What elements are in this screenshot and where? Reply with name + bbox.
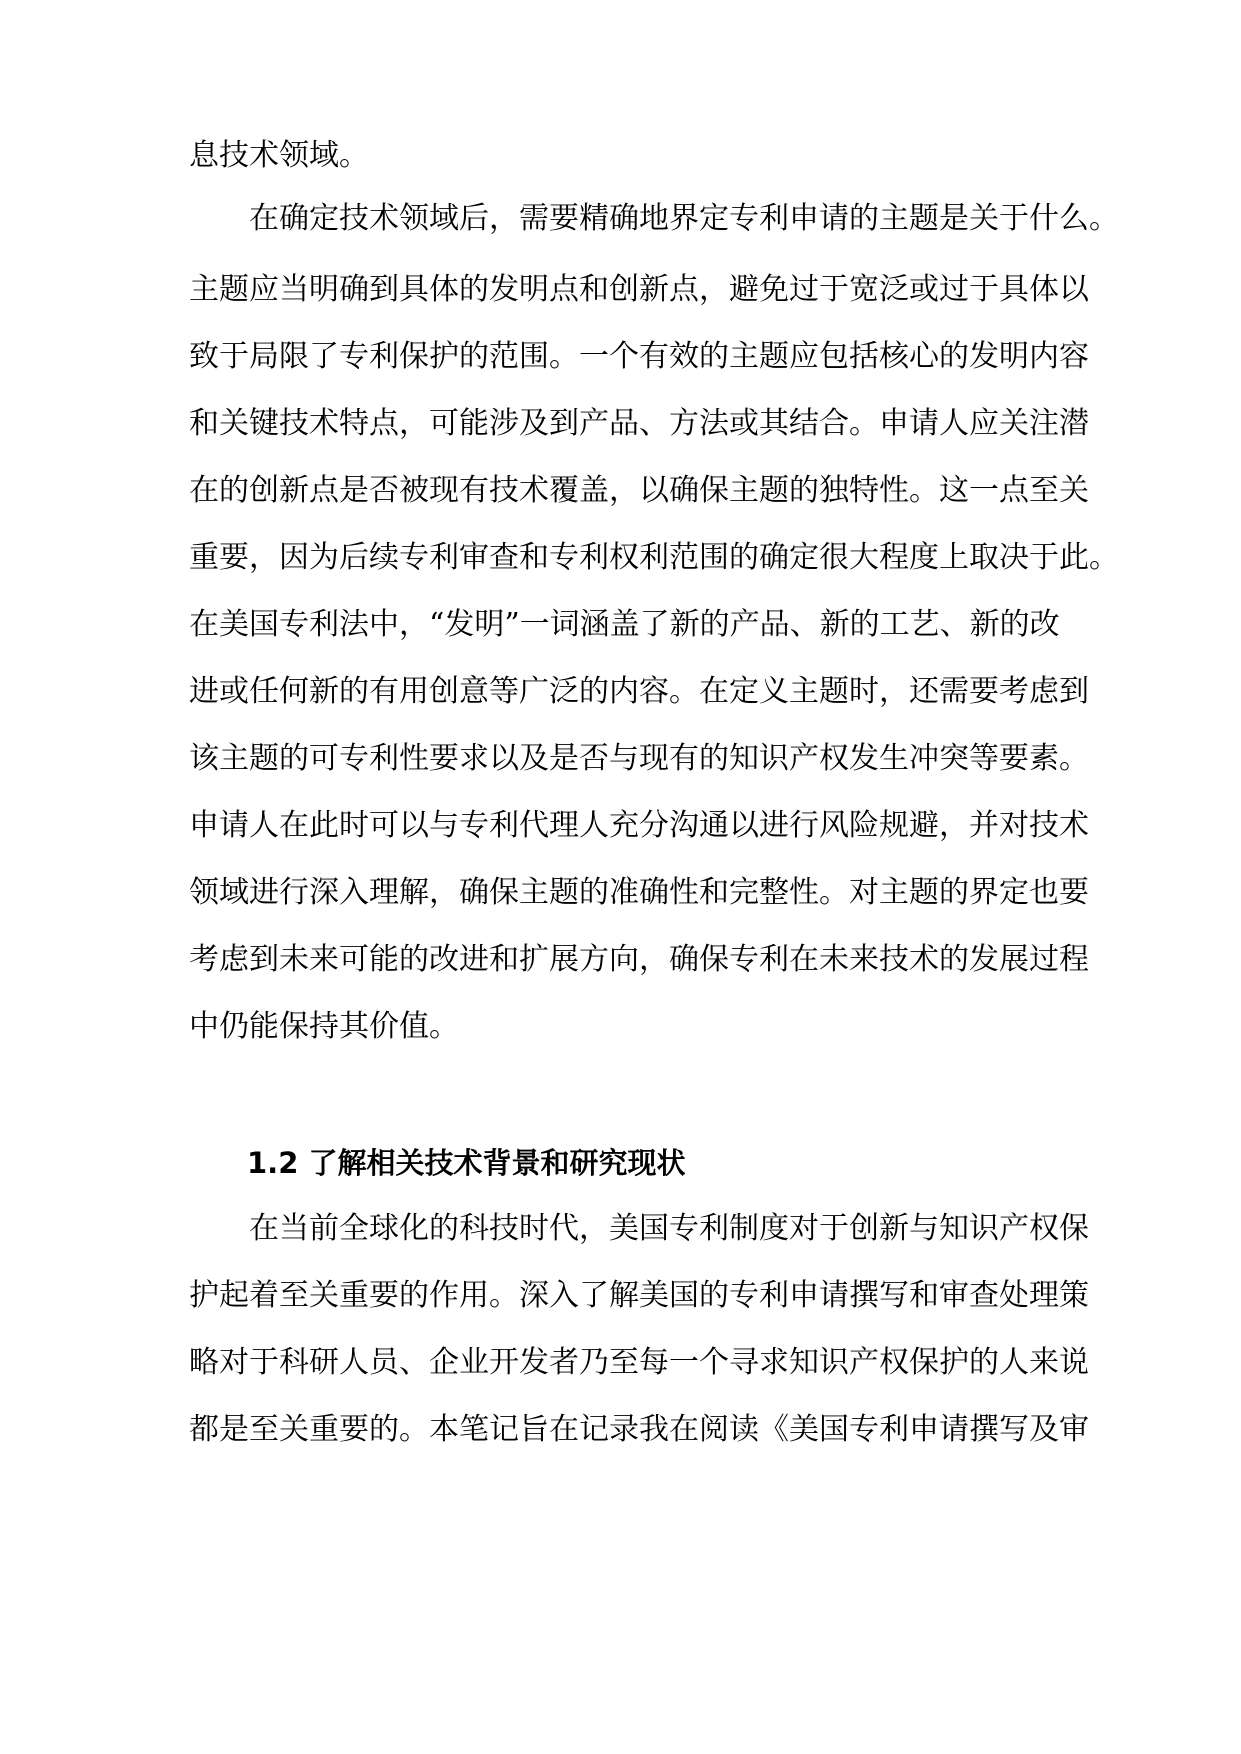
paragraph-2-line-4: 和关键技术特点，可能涉及到产品、方法或其结合。申请人应关注潜 (189, 406, 1089, 441)
paragraph-2-line-9: 该主题的可专利性要求以及是否与现有的知识产权发生冲突等要素。 (189, 741, 1089, 776)
paragraph-3-line-2: 护起着至关重要的作用。深入了解美国的专利申请撰写和审查处理策 (189, 1278, 1089, 1313)
paragraph-3-line-1: 在当前全球化的科技时代，美国专利制度对于创新与知识产权保 (249, 1211, 1089, 1246)
paragraph-2-line-3: 致于局限了专利保护的范围。一个有效的主题应包括核心的发明内容 (189, 339, 1089, 374)
paragraph-2-line-2: 主题应当明确到具体的发明点和创新点，避免过于宽泛或过于具体以 (189, 272, 1089, 307)
paragraph-2-line-6: 重要，因为后续专利审查和专利权利范围的确定很大程度上取决于此。 (189, 540, 1119, 575)
paragraph-2-line-1: 在确定技术领域后，需要精确地界定专利申请的主题是关于什么。 (249, 201, 1119, 236)
paragraph-2-line-5: 在的创新点是否被现有技术覆盖，以确保主题的独特性。这一点至关 (189, 473, 1089, 508)
section-heading: 1.2 了解相关技术背景和研究现状 (247, 1146, 686, 1180)
paragraph-2-line-13: 中仍能保持其价值。 (189, 1009, 459, 1044)
paragraph-3-line-4: 都是至关重要的。本笔记旨在记录我在阅读《美国专利申请撰写及审 (189, 1412, 1089, 1447)
paragraph-2-line-10: 申请人在此时可以与专利代理人充分沟通以进行风险规避，并对技术 (189, 808, 1089, 843)
paragraph-2-line-8: 进或任何新的有用创意等广泛的内容。在定义主题时，还需要考虑到 (189, 674, 1089, 709)
paragraph-1-line-1: 息技术领域。 (189, 138, 369, 173)
paragraph-2-line-11: 领域进行深入理解，确保主题的准确性和完整性。对主题的界定也要 (189, 875, 1089, 910)
paragraph-3-line-3: 略对于科研人员、企业开发者乃至每一个寻求知识产权保护的人来说 (189, 1345, 1089, 1380)
paragraph-2-line-12: 考虑到未来可能的改进和扩展方向，确保专利在未来技术的发展过程 (189, 942, 1089, 977)
paragraph-2-line-7: 在美国专利法中，“发明”一词涵盖了新的产品、新的工艺、新的改 (189, 607, 1060, 642)
